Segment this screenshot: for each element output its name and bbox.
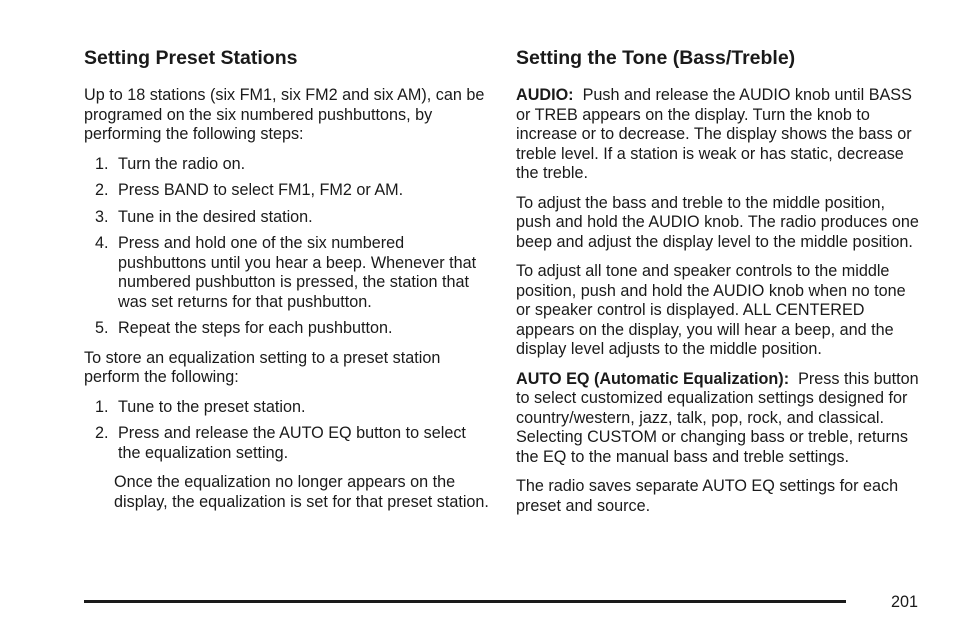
section-heading-tone: Setting the Tone (Bass/Treble) bbox=[516, 47, 796, 69]
step-text: Tune in the desired station. bbox=[118, 207, 313, 226]
list-item bbox=[84, 319, 489, 339]
step-number: 1. bbox=[95, 154, 109, 173]
audio-label: AUDIO: bbox=[516, 86, 574, 104]
step-number: 2. bbox=[95, 424, 109, 442]
audio-text: Push and release the AUDIO knob until BASS or TREB appears on the display. Turn the knob to increase or to decrease. The display shows the bass or treble level. If a station is weak or has static, decrease the treble. bbox=[516, 86, 912, 182]
section-heading-preset-stations: Setting Preset Stations bbox=[84, 47, 298, 69]
middle-position-paragraph: To adjust the bass and treble to the middle position, push and hold the AUDIO knob. The radio produces one beep and adjust the display level to the middle position. bbox=[516, 193, 919, 251]
all-centered-paragraph: To adjust all tone and speaker controls to the middle position, push and hold the AUDIO knob when no tone or speaker control is displayed. ALL CENTERED appears on the display, you will hear a beep, and the display level adjusts to the middle position. bbox=[516, 262, 906, 358]
auto-eq-saves-paragraph: The radio saves separate AUTO EQ settings for each preset and source. bbox=[516, 477, 899, 515]
list-item bbox=[84, 234, 489, 312]
step-text: Turn the radio on. bbox=[118, 154, 246, 173]
preset-intro-paragraph: Up to 18 stations (six FM1, six FM2 and six AM), can be programed on the six numbered pushbuttons, by performing the following steps: bbox=[84, 86, 485, 143]
step-number: 3. bbox=[95, 207, 109, 226]
right-column bbox=[516, 44, 921, 526]
step-text: Repeat the steps for each pushbutton. bbox=[118, 319, 393, 337]
step-number: 5. bbox=[95, 319, 109, 337]
footer-divider bbox=[84, 600, 846, 603]
step-text: Press BAND to select FM1, FM2 or AM. bbox=[118, 181, 404, 199]
list-item bbox=[84, 424, 489, 463]
auto-eq-paragraph bbox=[516, 370, 921, 468]
step-text: Press and release the AUTO EQ button to select the equalization setting. bbox=[118, 424, 466, 462]
page-number: 201 bbox=[890, 593, 918, 611]
step-number: 1. bbox=[95, 397, 109, 416]
preset-steps-list bbox=[84, 155, 489, 339]
list-item bbox=[84, 181, 489, 201]
step-number: 2. bbox=[95, 181, 109, 199]
audio-paragraph bbox=[516, 86, 921, 184]
eq-steps-list bbox=[84, 398, 489, 464]
step-text: Tune to the preset station. bbox=[118, 397, 306, 416]
auto-eq-label: AUTO EQ (Automatic Equalization): bbox=[516, 369, 790, 388]
list-item bbox=[84, 208, 489, 228]
list-item bbox=[84, 398, 489, 418]
eq-intro-paragraph: To store an equalization setting to a preset station perform the following: bbox=[84, 348, 441, 386]
auto-eq-text: Press this button to select customized equalization settings designed for country/western, jazz, talk, pop, rock, and classical. Selecting CUSTOM or changing bass or treble, returns the EQ to the manual bass and treble settings. bbox=[516, 369, 919, 466]
list-item bbox=[84, 155, 489, 175]
eq-note-paragraph: Once the equalization no longer appears on the display, the equalization is set for that preset station. bbox=[114, 473, 489, 511]
left-column bbox=[84, 44, 489, 522]
step-number: 4. bbox=[95, 234, 109, 252]
step-text: Press and hold one of the six numbered pushbuttons until you hear a beep. Whenever that numbered pushbutton is pressed, the station that was set returns for that pushbutton. bbox=[118, 234, 477, 311]
